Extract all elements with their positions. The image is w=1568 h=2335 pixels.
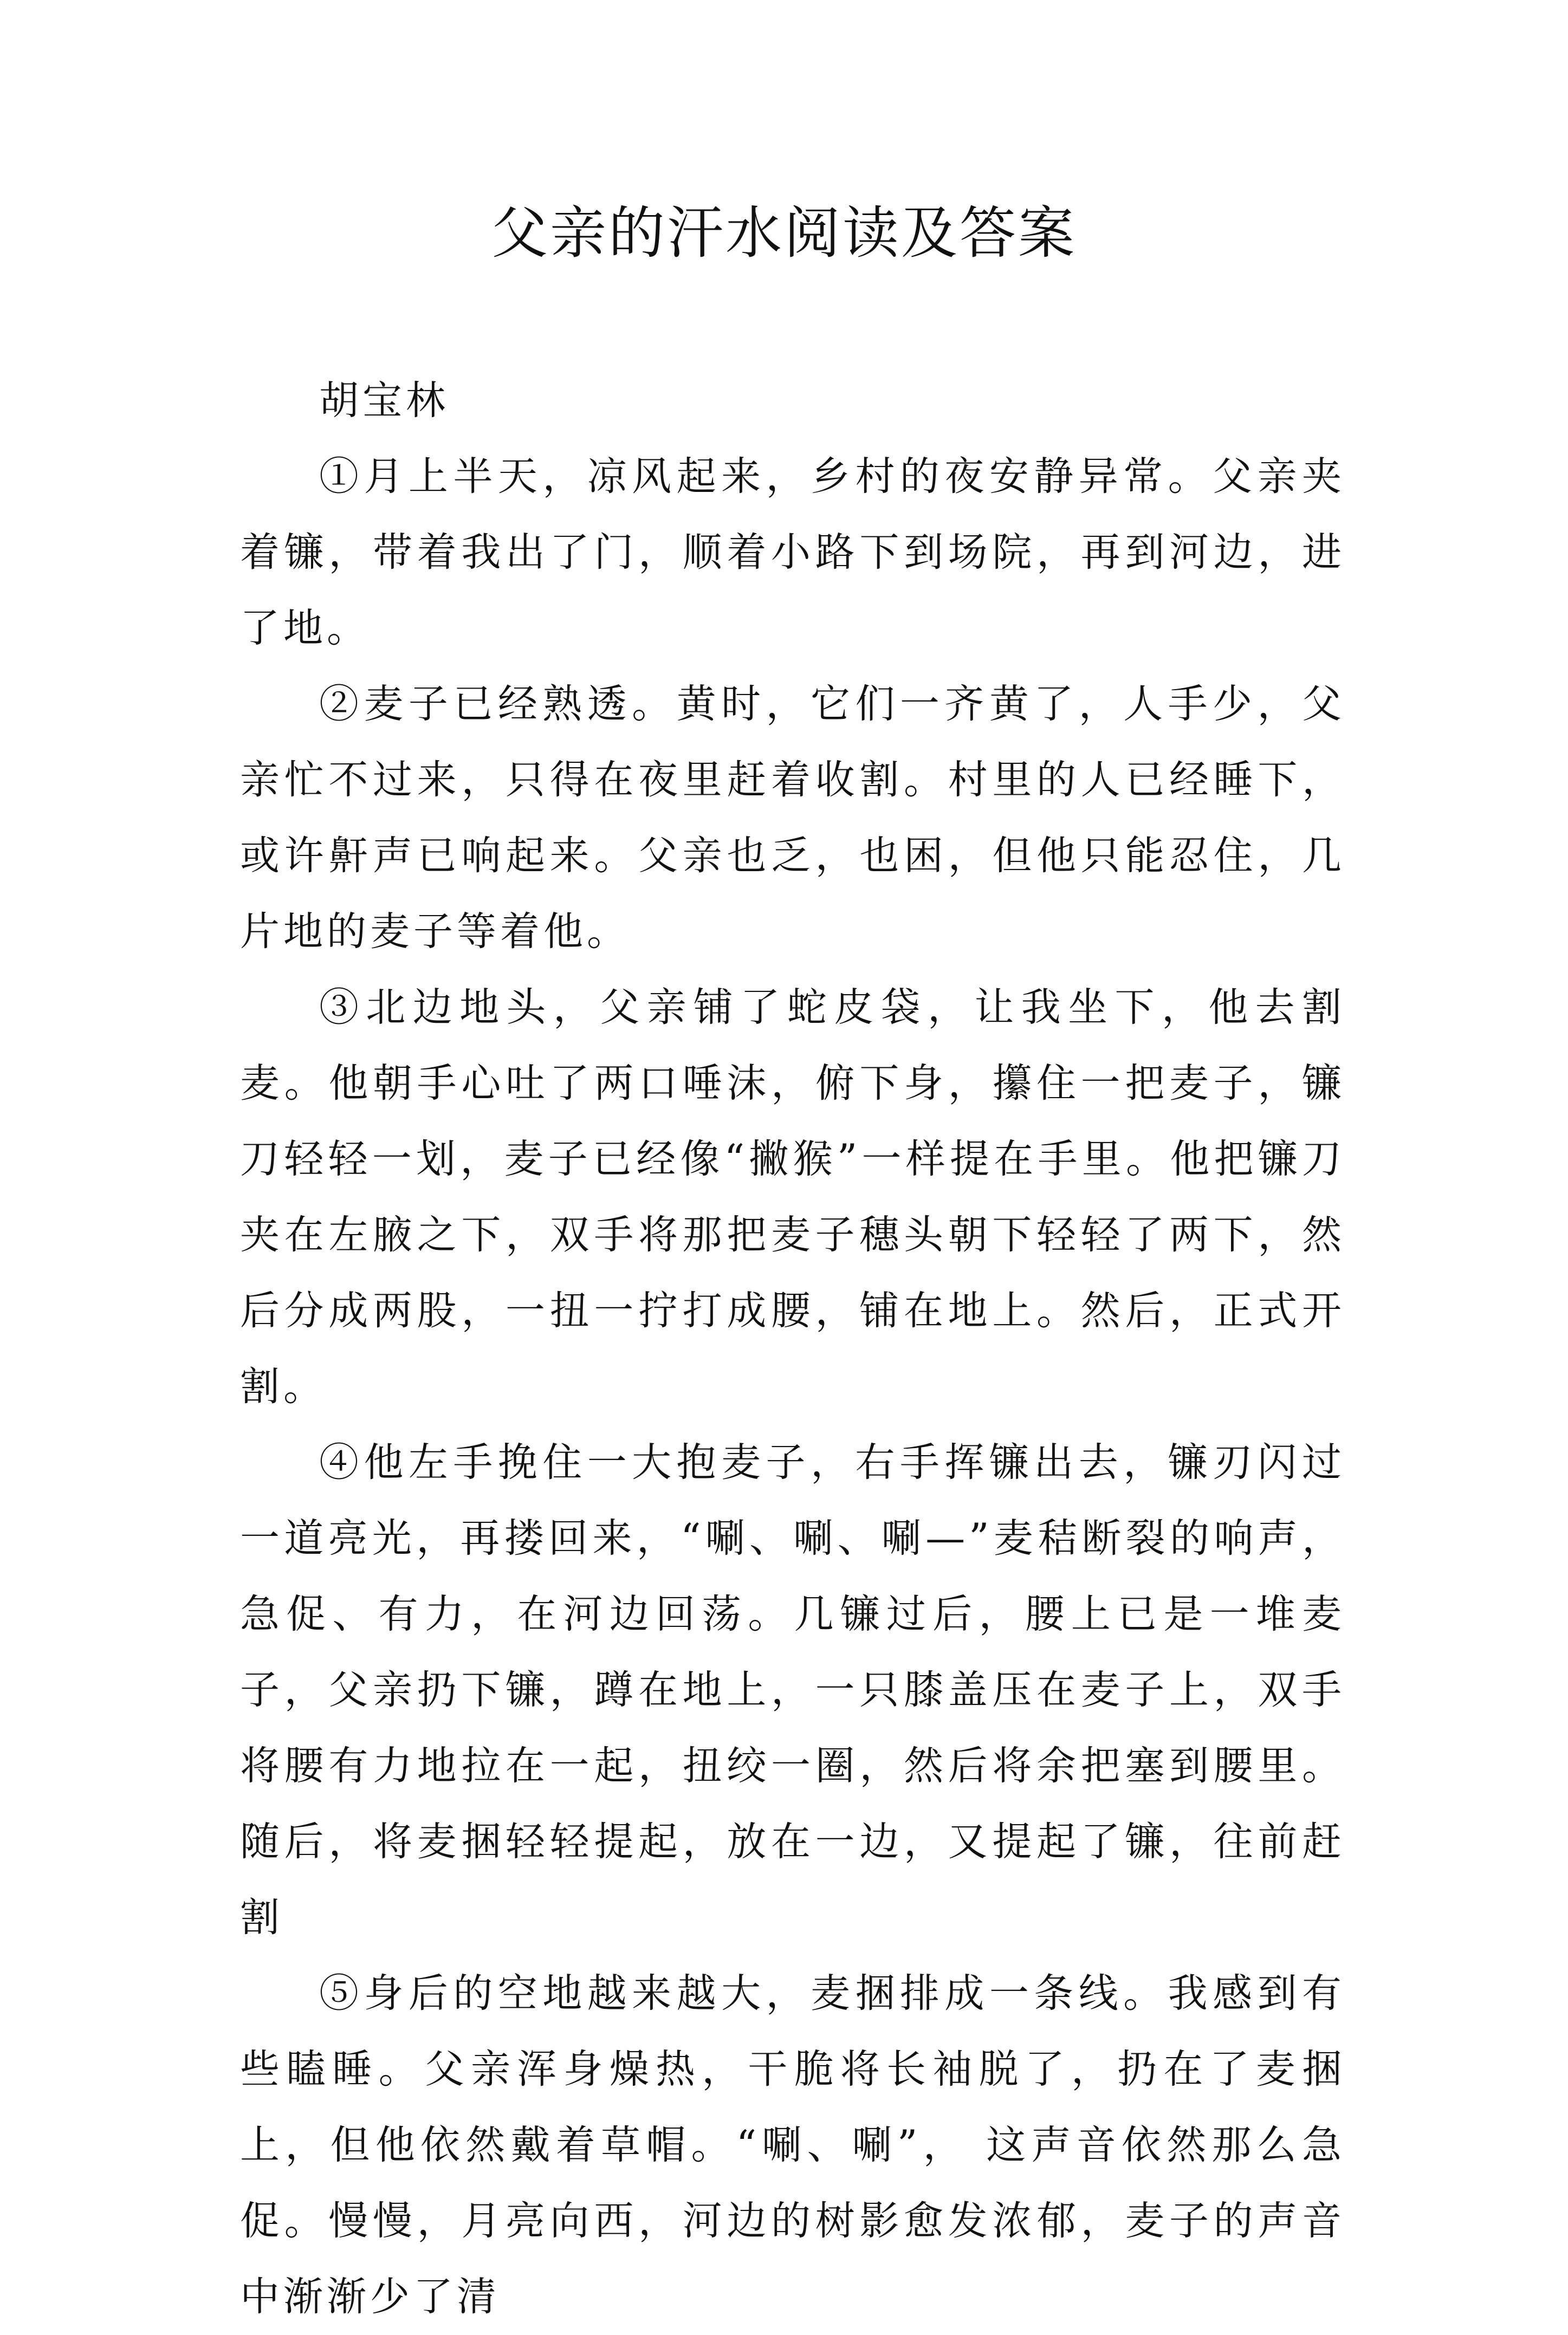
document-title: 父亲的汗水阅读及答案	[491, 200, 1077, 266]
paragraph-3: ③北边地头，父亲铺了蛇皮袋，让我坐下，他去割麦。他朝手心吐了两口唾沫，俯下身，攥住一把麦子，镰刀轻轻一划，麦子已经像“撇猴”一样提在手里。他把镰刀夹在左腋之下，双手将那把麦子穗头朝下轻轻了两下，然后分成两股，一扭一拧打成腰，铺在地上。然后，正式开割。	[240, 984, 1345, 1410]
paragraph-5: ⑤身后的空地越来越大，麦捆排成一条线。我感到有些瞌睡。父亲浑身燥热，干脆将长袖脱了，扔在了麦捆上，但他依然戴着草帽。“唰、唰”， 这声音依然那么急促。慢慢，月亮向西，河边的树影愈发浓郁，麦子的声音中渐渐少了清	[240, 1970, 1345, 2320]
document-body	[240, 363, 1345, 2335]
paragraph-2: ②麦子已经熟透。黄时，它们一齐黄了，人手少，父亲忙不过来，只得在夜里赶着收割。村里的人已经睡下，或许鼾声已响起来。父亲也乏，也困，但他只能忍住，几片地的麦子等着他。	[240, 681, 1345, 955]
author-line: 胡宝林	[319, 378, 449, 424]
paragraph-4: ④他左手挽住一大抱麦子，右手挥镰出去，镰刃闪过一道亮光，再搂回来，“唰、唰、唰—”麦秸断裂的响声，急促、有力，在河边回荡。几镰过后，腰上已是一堆麦子，父亲扔下镰，蹲在地上，一只膝盖压在麦子上，双手将腰有力地拉在一起，扭绞一圈，然后将余把塞到腰里。随后，将麦捆轻轻提起，放在一边，又提起了镰，往前赶割	[240, 1439, 1345, 1941]
paragraph-1: ①月上半天，凉风起来，乡村的夜安静异常。父亲夹着镰，带着我出了门，顺着小路下到场院，再到河边，进了地。	[240, 453, 1345, 651]
